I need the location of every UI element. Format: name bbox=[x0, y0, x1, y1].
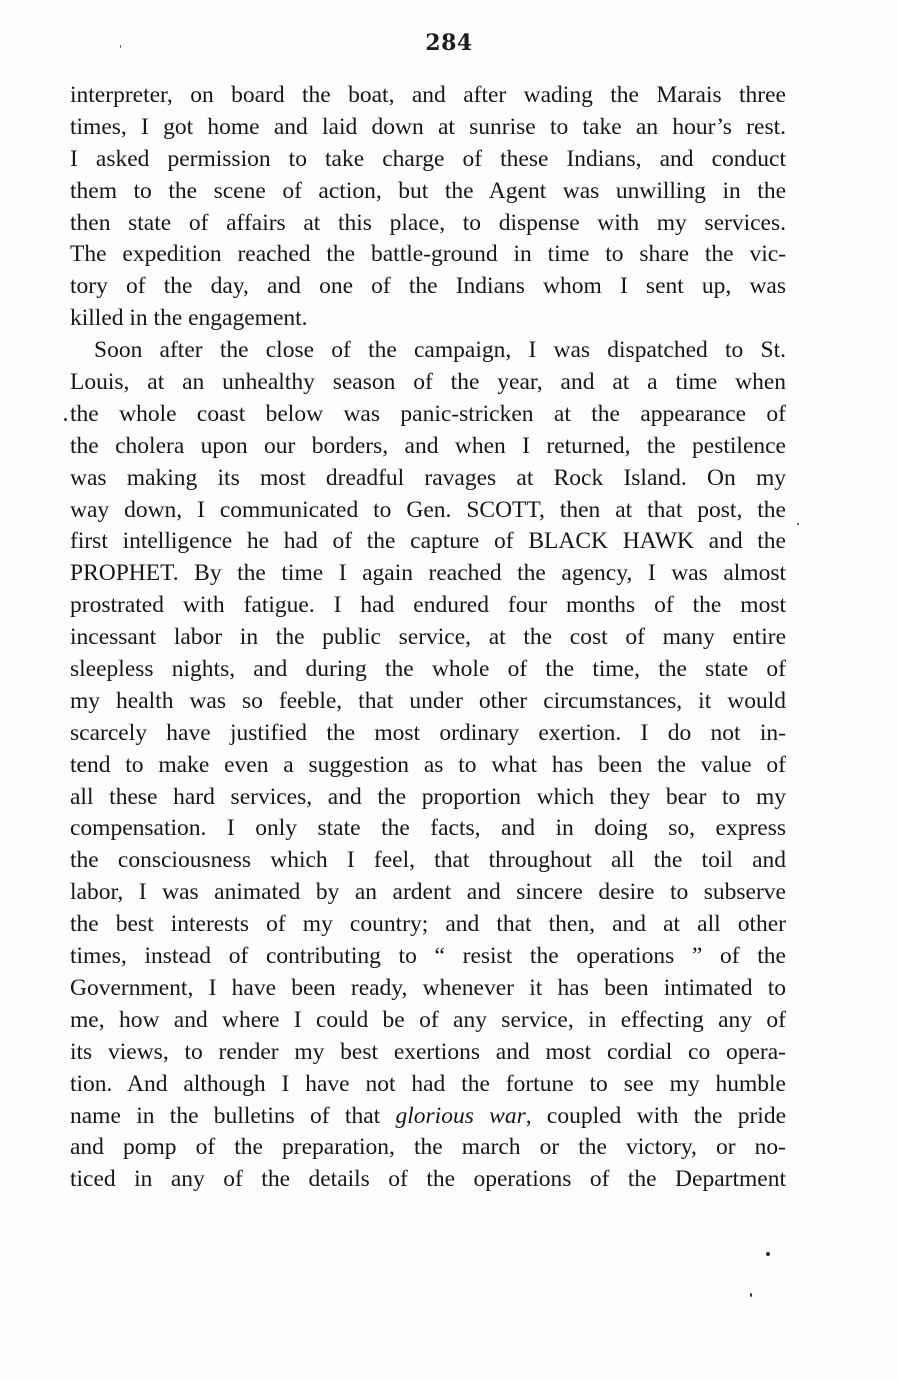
paragraph-start-line: Soon after the close of the campaign, I was dispatched to St. bbox=[94, 337, 786, 364]
ink-speck bbox=[64, 418, 67, 421]
text-line: them to the scene of action, but the Agent was unwilling in the bbox=[70, 177, 786, 204]
text-line: times, I got home and laid down at sunrise to take an hour’s rest. bbox=[70, 113, 786, 140]
ink-speck bbox=[750, 1293, 752, 1297]
text-line: sleepless nights, and during the whole of the time, the state of bbox=[70, 656, 786, 683]
text-line: my health was so feeble, that under other circumstances, it would bbox=[70, 687, 786, 714]
text-line-with-italics bbox=[70, 1101, 786, 1133]
text-line: PROPHET. By the time I again reached the agency, I was almost bbox=[70, 560, 786, 587]
text-line: the cholera upon our borders, and when I returned, the pestilence bbox=[70, 432, 786, 459]
text-line: labor, I was animated by an ardent and sincere desire to subserve bbox=[70, 879, 786, 906]
text-line: tend to make even a suggestion as to what has been the value of bbox=[70, 751, 786, 778]
text-line: first intelligence he had of the capture of BLACK HAWK and the bbox=[70, 528, 786, 555]
text-line: interpreter, on board the boat, and after wading the Marais three bbox=[70, 82, 786, 108]
text-line: then state of affairs at this place, to dispense with my services. bbox=[70, 209, 786, 236]
text-line: Government, I have been ready, whenever it has been intimated to bbox=[70, 974, 786, 1001]
text-line: times, instead of contributing to “ resist the operations ” of the bbox=[70, 943, 786, 970]
text-line: The expedition reached the battle-ground in time to share the vic- bbox=[70, 241, 786, 268]
text-line: tory of the day, and one of the Indians whom I sent up, was bbox=[70, 273, 786, 300]
text-line: tion. And although I have not had the fortune to see my humble bbox=[70, 1070, 786, 1097]
text-line: its views, to render my best exertions and most cordial co opera- bbox=[70, 1038, 786, 1065]
text-line: way down, I communicated to Gen. SCOTT, then at that post, the bbox=[70, 496, 786, 523]
text-line: compensation. I only state the facts, and in doing so, express bbox=[70, 815, 786, 842]
text-line: scarcely have justified the most ordinary exertion. I do not in- bbox=[70, 719, 786, 746]
text-line: I asked permission to take charge of these Indians, and conduct bbox=[70, 145, 786, 172]
text-line: me, how and where I could be of any service, in effecting any of bbox=[70, 1006, 786, 1033]
text-line: the whole coast below was panic-stricken at the appearance of bbox=[70, 400, 786, 427]
text-line: the best interests of my country; and that then, and at all other bbox=[70, 911, 786, 938]
italic-phrase: glorious war bbox=[395, 1102, 526, 1129]
body-text bbox=[70, 80, 786, 1196]
text-line: all these hard services, and the proportion which they bear to my bbox=[70, 783, 786, 810]
text-line: ticed in any of the details of the operations of the Department bbox=[70, 1166, 786, 1193]
ink-speck bbox=[797, 523, 799, 525]
text-line: incessant labor in the public service, at the cost of many entire bbox=[70, 624, 786, 651]
text-line: killed in the engagement. bbox=[70, 305, 308, 332]
text-line: the consciousness which I feel, that throughout all the toil and bbox=[70, 847, 786, 874]
ink-speck bbox=[120, 45, 121, 48]
text-line: was making its most dreadful ravages at Rock Island. On my bbox=[70, 464, 786, 491]
line-segment: name in the bulletins of that bbox=[70, 1102, 381, 1129]
ink-speck bbox=[766, 1252, 770, 1256]
page-number: 284 bbox=[425, 30, 473, 56]
line-segment: , coupled with the pride bbox=[525, 1102, 787, 1129]
text-line: Louis, at an unhealthy season of the year, and at a time when bbox=[70, 369, 786, 396]
text-line: and pomp of the preparation, the march or the victory, or no- bbox=[70, 1134, 786, 1161]
text-line: prostrated with fatigue. I had endured four months of the most bbox=[70, 592, 786, 619]
